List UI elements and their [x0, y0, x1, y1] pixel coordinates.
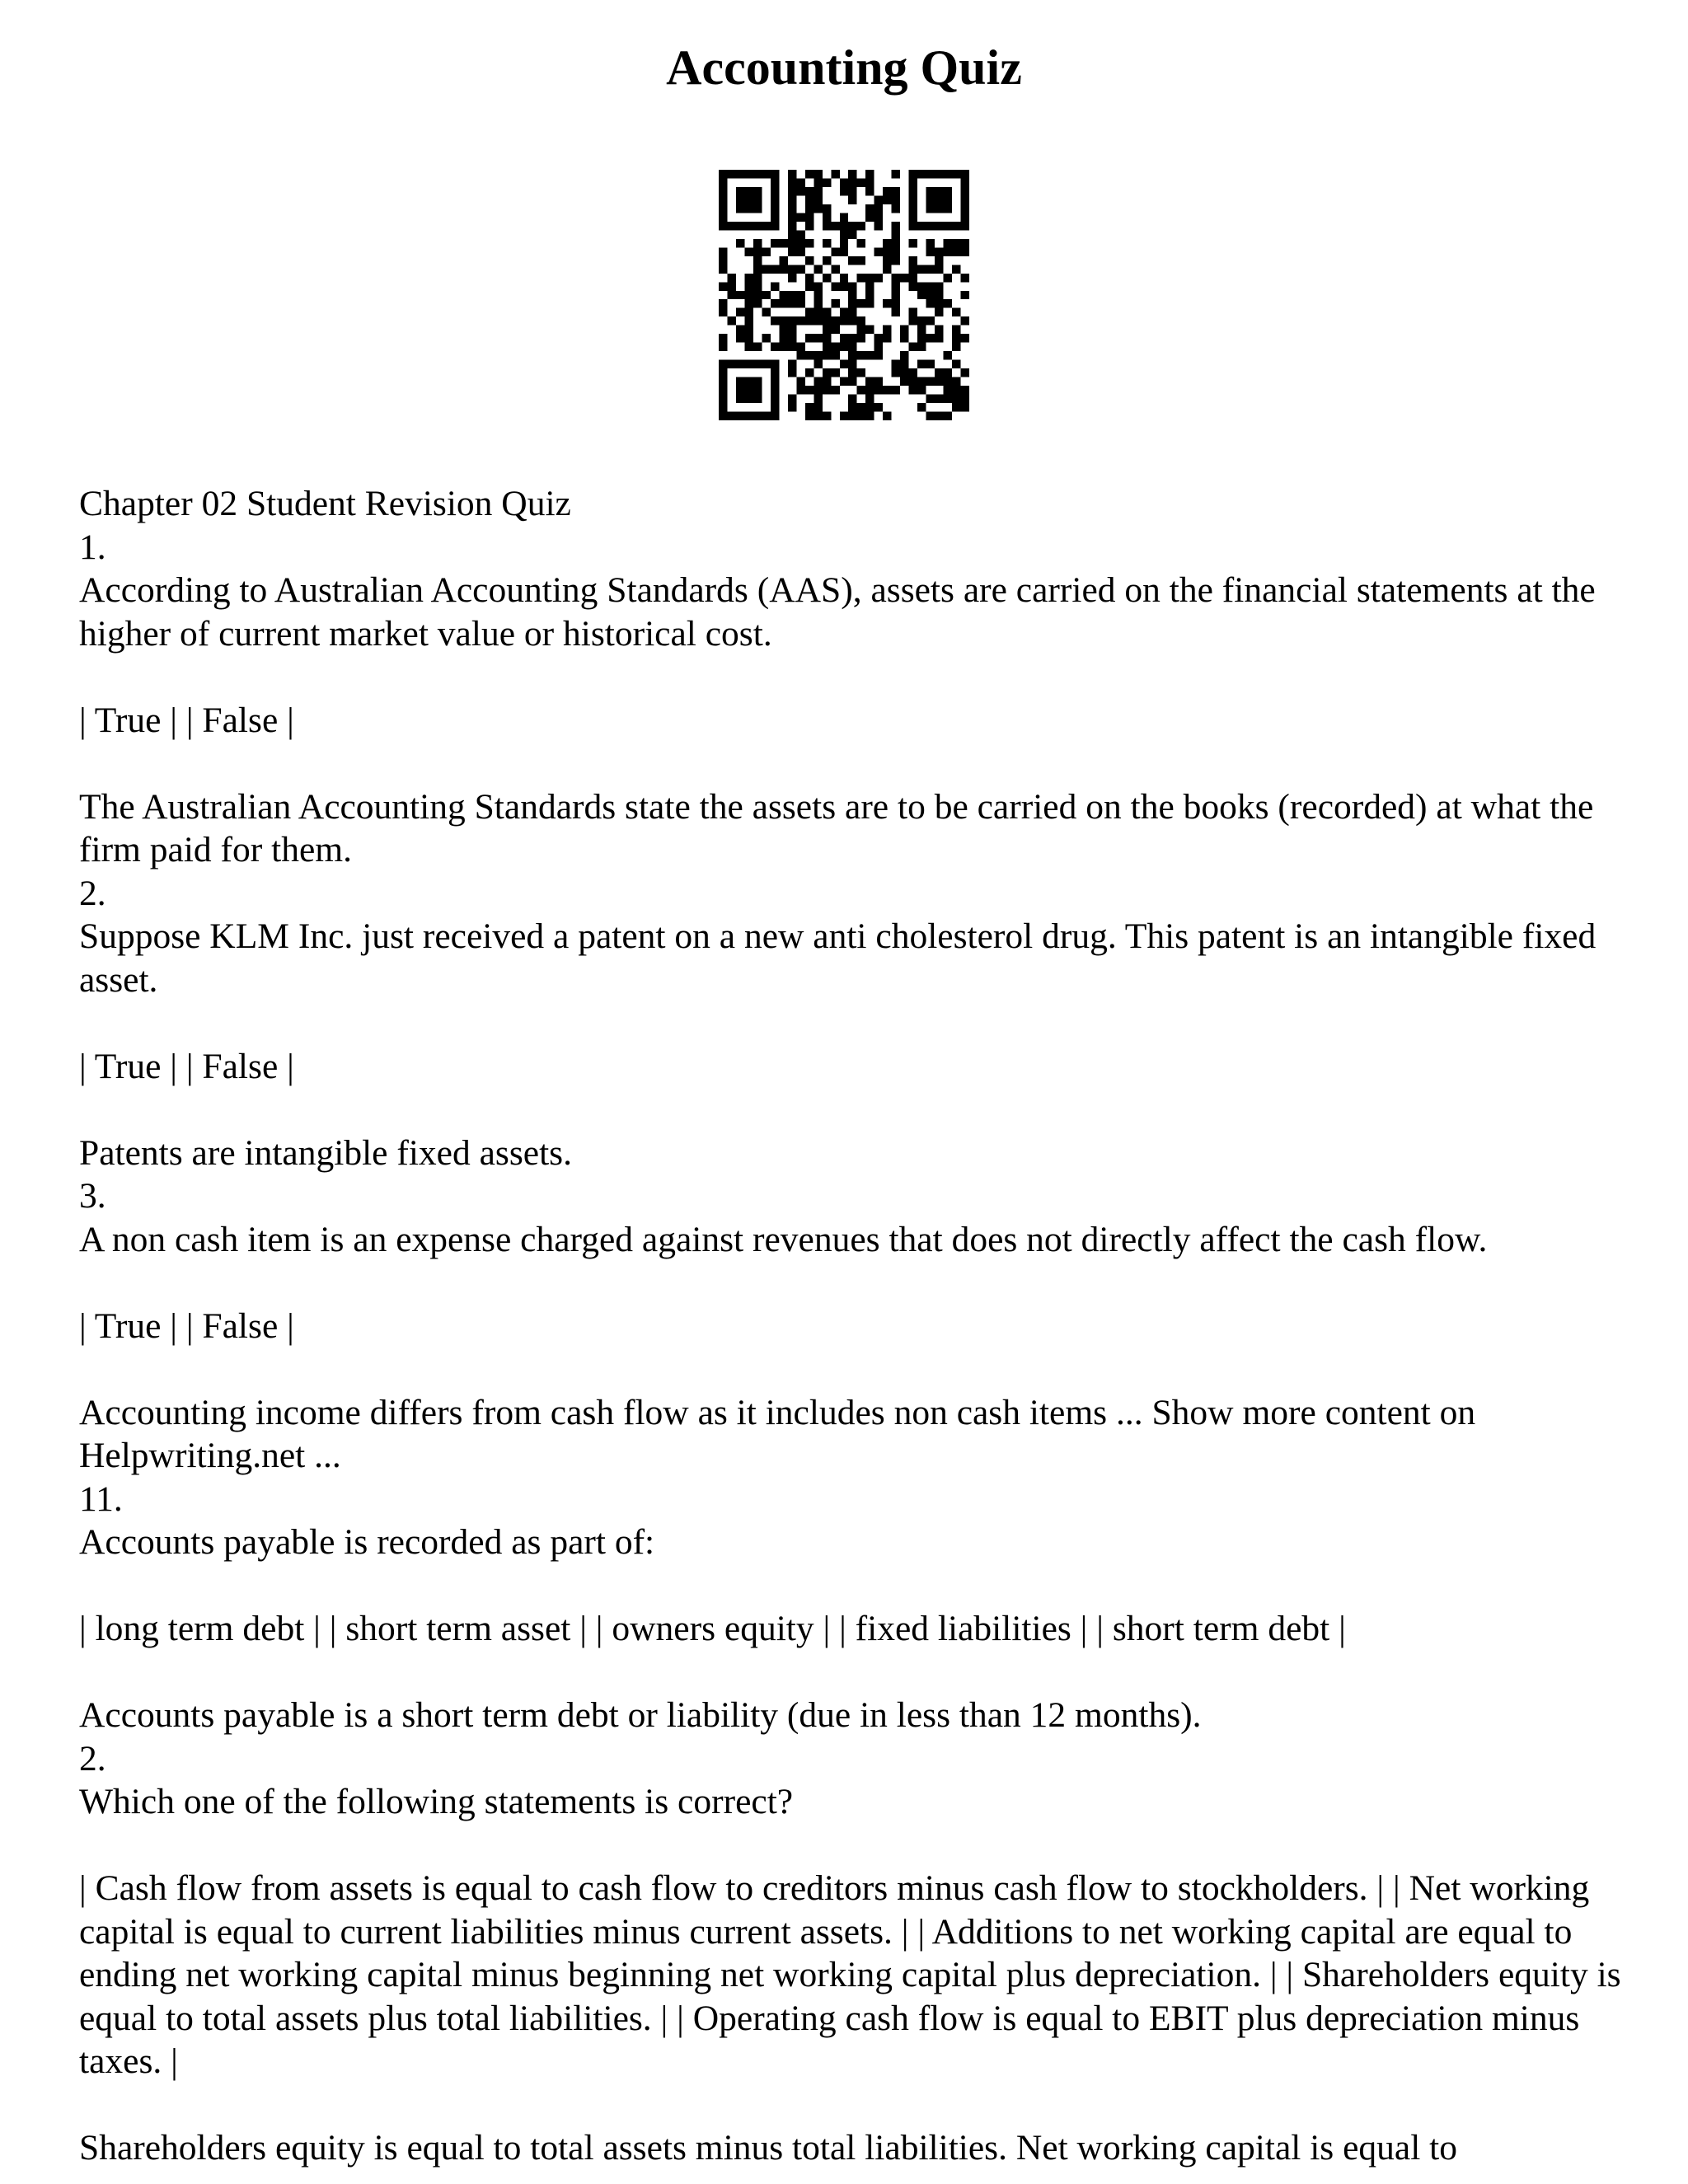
qr-code-icon	[719, 170, 969, 420]
qr-code-graphic	[719, 170, 969, 420]
question-text: Suppose KLM Inc. just received a patent on a new anti cholesterol drug. This patent is an intangible fixed asset.	[79, 916, 1597, 1000]
question-block	[79, 1478, 1629, 1737]
quiz-heading: Chapter 02 Student Revision Quiz	[79, 484, 571, 523]
question-block	[79, 872, 1629, 1175]
question-text: Accounts payable is recorded as part of:	[79, 1522, 655, 1562]
question-text: According to Australian Accounting Standards (AAS), assets are carried on the financial statements at the higher of current market value or historical cost.	[79, 570, 1596, 654]
answer-options: | True | | False |	[79, 1046, 294, 1086]
answer-explanation: Patents are intangible fixed assets.	[79, 1132, 572, 1173]
answer-options: | True | | False |	[79, 1305, 294, 1346]
answer-options: | long term debt | | short term asset | | owners equity | | fixed liabilities | | short term debt |	[79, 1609, 1346, 1648]
quiz-content	[79, 482, 1629, 2170]
question-block	[79, 1174, 1629, 1478]
question-number: 11.	[79, 1479, 123, 1519]
question-number: 1.	[79, 527, 106, 567]
question-block	[79, 526, 1629, 872]
answer-explanation: Accounts payable is a short term debt or liability (due in less than 12 months).	[79, 1695, 1202, 1735]
question-text: Which one of the following statements is correct?	[79, 1782, 794, 1821]
answer-options: | True | | False |	[79, 700, 294, 740]
answer-explanation: Shareholders equity is equal to total assets minus total liabilities. Net working capital is equal to	[79, 2128, 1458, 2168]
answer-options: | Cash flow from assets is equal to cash flow to creditors minus cash flow to stockholders. | | Net working capital is equal to current liabilities minus current assets. | | Additions to net working capital are equal to ending net working capital minus beginning net working capital plus depreciation. | | Shareholders equity is equal to total assets plus total liabilities. | | Operating cash flow is equal to EBIT plus depreciation minus taxes. |	[79, 1868, 1621, 2081]
question-text: A non cash item is an expense charged against revenues that does not directly affect the cash flow.	[79, 1219, 1488, 1259]
question-block	[79, 1737, 1629, 2170]
question-number: 2.	[79, 873, 106, 913]
answer-explanation: The Australian Accounting Standards state the assets are to be carried on the books (recorded) at what the firm paid for them.	[79, 786, 1594, 869]
question-number: 2.	[79, 1738, 106, 1779]
question-number: 3.	[79, 1176, 106, 1216]
page-title: Accounting Quiz	[666, 40, 1022, 95]
answer-explanation: Accounting income differs from cash flow as it includes non cash items ... Show more content on Helpwriting.net ...	[79, 1392, 1476, 1475]
